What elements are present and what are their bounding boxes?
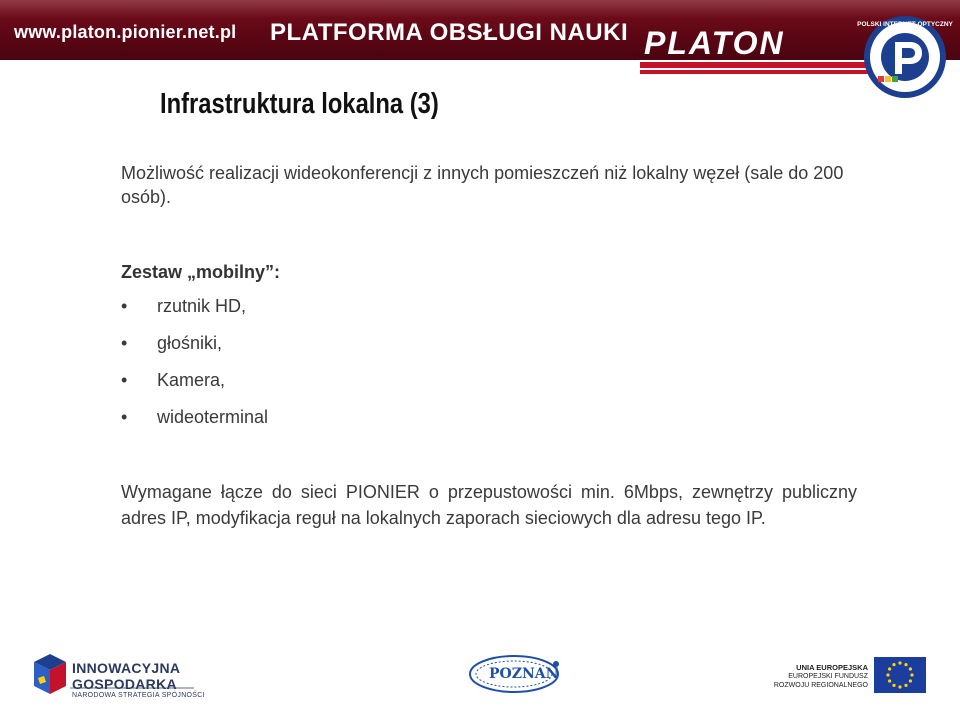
bullet-icon: • <box>121 370 128 390</box>
list-item-label: rzutnik HD, <box>157 296 247 316</box>
header-shine <box>0 0 960 18</box>
header-url[interactable]: www.platon.pionier.net.pl <box>14 22 237 42</box>
red-swoosh-line-2 <box>640 70 874 74</box>
eu-line3: ROZWOJU REGIONALNEGO <box>773 682 868 689</box>
pionier-logo-icon <box>857 14 953 100</box>
mobile-kit-list <box>121 296 268 444</box>
list-item <box>121 333 268 370</box>
header-platform-name: PLATFORMA OBSŁUGI NAUKI <box>270 19 629 46</box>
list-item-label: wideoterminal <box>157 407 269 427</box>
list-item <box>121 407 268 444</box>
bullet-icon: • <box>121 407 128 427</box>
ig-logo-line1: INNOWACYJNA <box>72 660 181 676</box>
intro-paragraph: Możliwość realizacji wideokonferencji z innych pomieszczeń niż lokalny węzeł (sale do 200 osób). <box>121 163 844 207</box>
ig-logo-subtitle: NARODOWA STRATEGIA SPÓJNOŚCI <box>72 692 205 699</box>
eu-line1: UNIA EUROPEJSKA <box>796 663 868 672</box>
eu-flag-icon <box>874 657 926 693</box>
poznan-logo-text: POZNAN <box>489 666 559 682</box>
bullet-icon: • <box>121 333 128 353</box>
mobile-kit-heading: Zestaw „mobilny”: <box>121 262 281 282</box>
pionier-logo-text: POLSKI INTERNET OPTYCZNY <box>857 21 953 28</box>
list-item-label: Kamera, <box>157 370 226 390</box>
eu-line2: EUROPEJSKI FUNDUSZ <box>788 673 868 680</box>
requirement-paragraph: Wymagane łącze do sieci PIONIER o przepustowości min. 6Mbps, zewnętrzy publiczny adres IP, modyfikacja reguł na lokalnych zaporach sieciowych dla adresu tego IP. <box>121 482 857 528</box>
ig-logo-line2: GOSPODARKA <box>72 676 177 692</box>
slide-title: Infrastruktura lokalna (3) <box>160 88 439 120</box>
red-swoosh-line <box>640 62 880 68</box>
platon-logo-text: PLATON <box>644 25 785 61</box>
list-item-label: głośniki, <box>157 333 223 353</box>
list-item <box>121 370 268 407</box>
list-item <box>121 296 268 333</box>
eu-fund-text <box>760 663 868 690</box>
bullet-icon: • <box>121 296 128 316</box>
